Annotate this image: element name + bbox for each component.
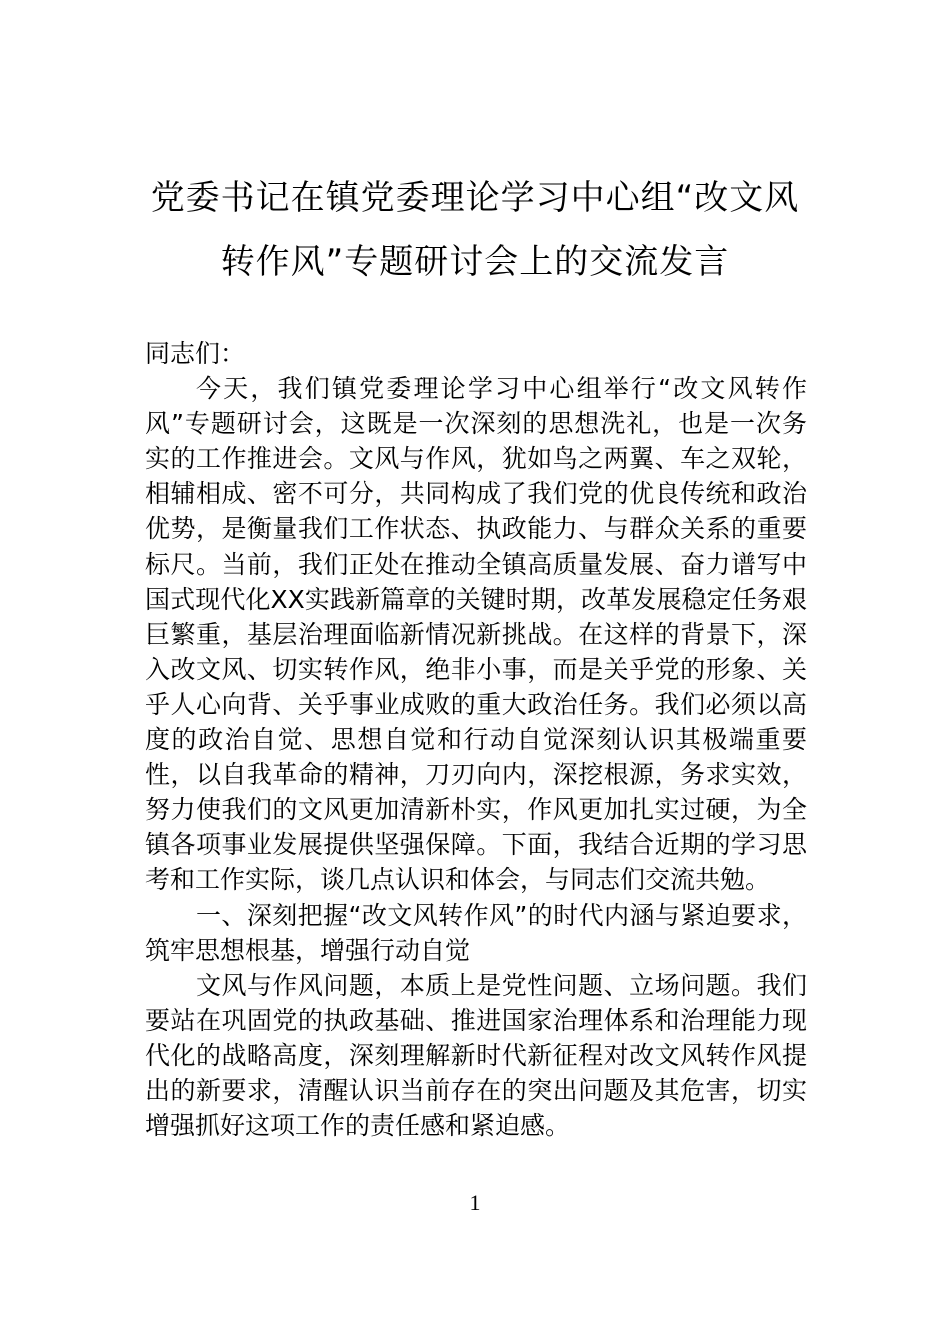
section-heading: 一、深刻把握“改文风转作风”的时代内涵与紧迫要求，筑牢思想根基，增强行动自觉 (145, 900, 807, 965)
greeting: 同志们： (145, 339, 246, 368)
page-number: 1 (469, 1190, 481, 1215)
document-title: 党委书记在镇党委理论学习中心组“改文风转作风”专题研讨会上的交流发言 (150, 178, 800, 282)
intro-paragraph: 今天，我们镇党委理论学习中心组举行“改文风转作风”专题研讨会，这既是一次深刻的思想洗礼，也是一次务实的工作推进会。文风与作风，犹如鸟之两翼、车之双轮，相辅相成、密不可分，共同构成了我们党的优良传统和政治优势，是衡量我们工作状态、执政能力、与群众关系的重要标尺。当前，我们正处在推动全镇高质量发展、奋力谱写中国式现代化XX实践新篇章的关键时期，改革发展稳定任务艰巨繁重，基层治理面临新情况新挑战。在这样的背景下，深入改文风、切实转作风，绝非小事，而是关乎党的形象、关乎人心向背、关乎事业成败的重大政治任务。我们必须以高度的政治自觉、思想自觉和行动自觉深刻认识其极端重要性，以自我革命的精神，刀刃向内，深挖根源，务求实效，努力使我们的文风更加清新朴实，作风更加扎实过硬，为全镇各项事业发展提供坚强保障。下面，我结合近期的学习思考和工作实际，谈几点认识和体会，与同志们交流共勉。 (145, 374, 807, 895)
document-body (145, 336, 807, 1143)
section-paragraph: 文风与作风问题，本质上是党性问题、立场问题。我们要站在巩固党的执政基础、推进国家治理体系和治理能力现代化的战略高度，深刻理解新时代新征程对改文风转作风提出的新要求，清醒认识当前存在的突出问题及其危害，切实增强抓好这项工作的责任感和紧迫感。 (145, 970, 807, 1141)
